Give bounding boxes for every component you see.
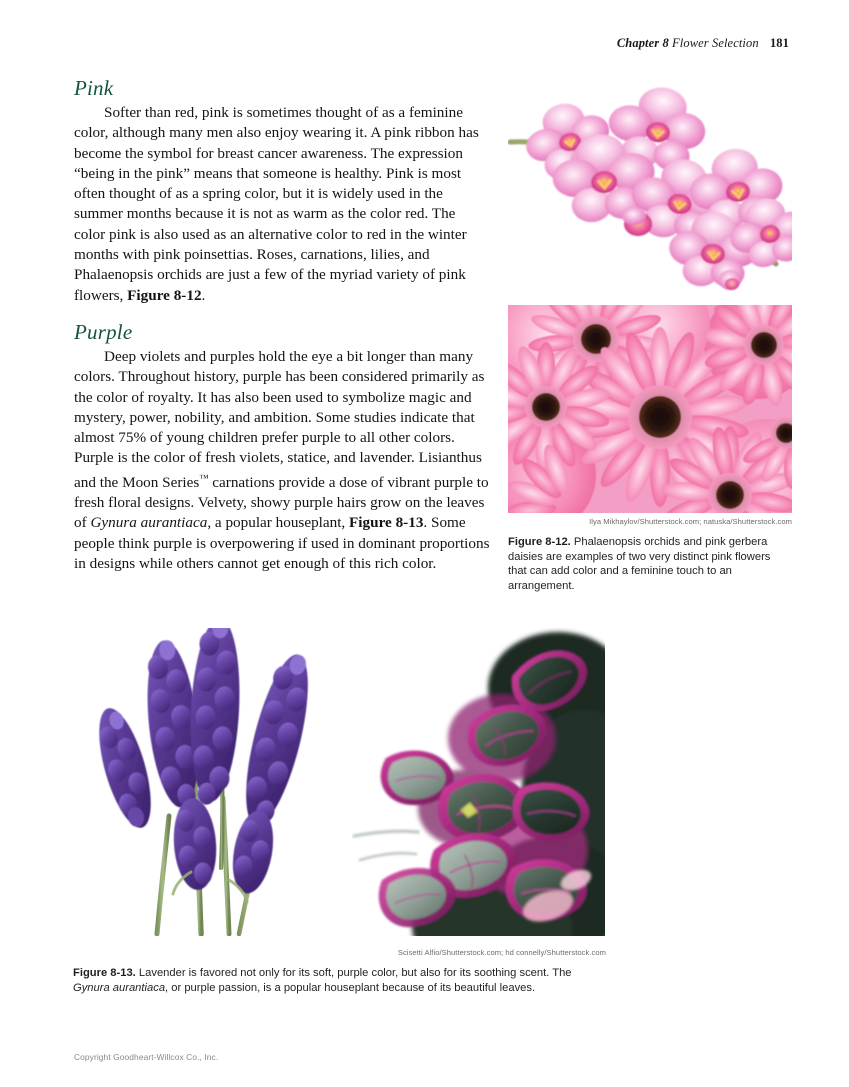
purple-figure-reference: Figure 8-13 [349, 514, 424, 532]
figure-8-13-caption [73, 966, 606, 995]
pink-text-end: . [201, 286, 206, 304]
paragraph-purple [74, 347, 490, 574]
section-heading-purple: Purple [74, 319, 133, 344]
figure-8-12-orchid-photo [508, 84, 792, 292]
section-heading-pink: Pink [74, 76, 114, 100]
purple-text-part1: Deep violets and purples hold the eye a bit longer than many colors. Throughout history, purple has been considered primarily as the color of royalty. It has also been used to symbolize magic and mystery, power, nobility, and ambition. Some studies indicate that almost 75% of young children prefer purple to all other colors. Purple is the color of fresh violets, statice, and lavender. Lisianthus and the Moon Series [74, 347, 485, 491]
species-name-gynura: Gynura aurantiaca [90, 514, 208, 532]
figure-8-12-textblock [508, 517, 792, 593]
orchid-illustration [508, 84, 792, 292]
figure-8-12-caption [508, 535, 792, 593]
lavender-illustration [73, 628, 345, 936]
orchid-photo-frame [508, 84, 792, 292]
figure-8-13-caption-part2: , or purple passion, is a popular houseplant because of its beautiful leaves. [165, 981, 536, 994]
paragraph-pink [74, 103, 490, 306]
purple-text-part4: . Some people think purple is overpowering if used in dominant proportions in designs while others cannot get enough of this rich color. [74, 514, 490, 572]
footer-copyright: Copyright Goodheart-Willcox Co., Inc. [74, 1052, 219, 1062]
running-head-title: Flower Selection [672, 36, 759, 50]
purple-text-part3: , a popular houseplant, [207, 514, 350, 532]
figure-8-12-number: Figure 8-12. [508, 536, 571, 548]
figure-8-13-caption-part1: Lavender is favored not only for its soft, purple color, but also for its soothing scent. The [135, 967, 572, 979]
gynura-illustration [352, 628, 605, 936]
figure-8-13-species-name: Gynura aurantiaca [73, 981, 166, 994]
lavender-photo-frame [73, 628, 345, 936]
page-number: 181 [769, 36, 789, 50]
figure-8-12-caption-text: Phalaenopsis orchids and pink gerbera daisies are examples of two very distinct pink flowers that can add color and a feminine touch to an arrangement. [508, 536, 771, 592]
pink-figure-reference: Figure 8-12 [127, 286, 202, 304]
figure-8-13-number: Figure 8-13. [73, 967, 136, 979]
pink-text-main: Softer than red, pink is sometimes thought of as a feminine color, although many men also enjoy wearing it. A pink ribbon has become the symbol for breast cancer awareness. The expression “being in the pink” means that someone is healthy. Pink is most often thought of as a spring color, but it is widely used in the summer months because it is not as warm as the color red. The color pink is also used as an alternative color to red in the winter months with pink poinsettias. Roses, carnations, lilies, and Phalaenopsis orchids are just a few of the myriad variety of pink flowers, [74, 104, 479, 304]
gynura-photo-frame [352, 628, 605, 936]
trademark-symbol: ™ [199, 473, 209, 484]
running-head [617, 36, 789, 51]
gerbera-photo-frame [508, 305, 792, 513]
gerbera-illustration [508, 305, 792, 513]
figure-8-13-gynura-photo [352, 628, 605, 936]
figure-8-12-gerbera-photo [508, 305, 792, 513]
running-head-chapter: Chapter 8 [616, 36, 669, 50]
figure-8-13-credit: Scisetti Alfio/Shutterstock.com; hd connelly/Shutterstock.com [397, 948, 606, 957]
figure-8-13-textblock [73, 948, 606, 995]
purple-text-part2: carnations provide a dose of vibrant purple to fresh floral designs. Velvety, showy purple hairs grow on the leaves of [74, 473, 489, 532]
text-column [74, 76, 490, 574]
figure-8-12-credit: Ilya Mikhaylov/Shutterstock.com; natuska/Shutterstock.com [589, 517, 792, 526]
figure-8-13-lavender-photo [73, 628, 345, 936]
